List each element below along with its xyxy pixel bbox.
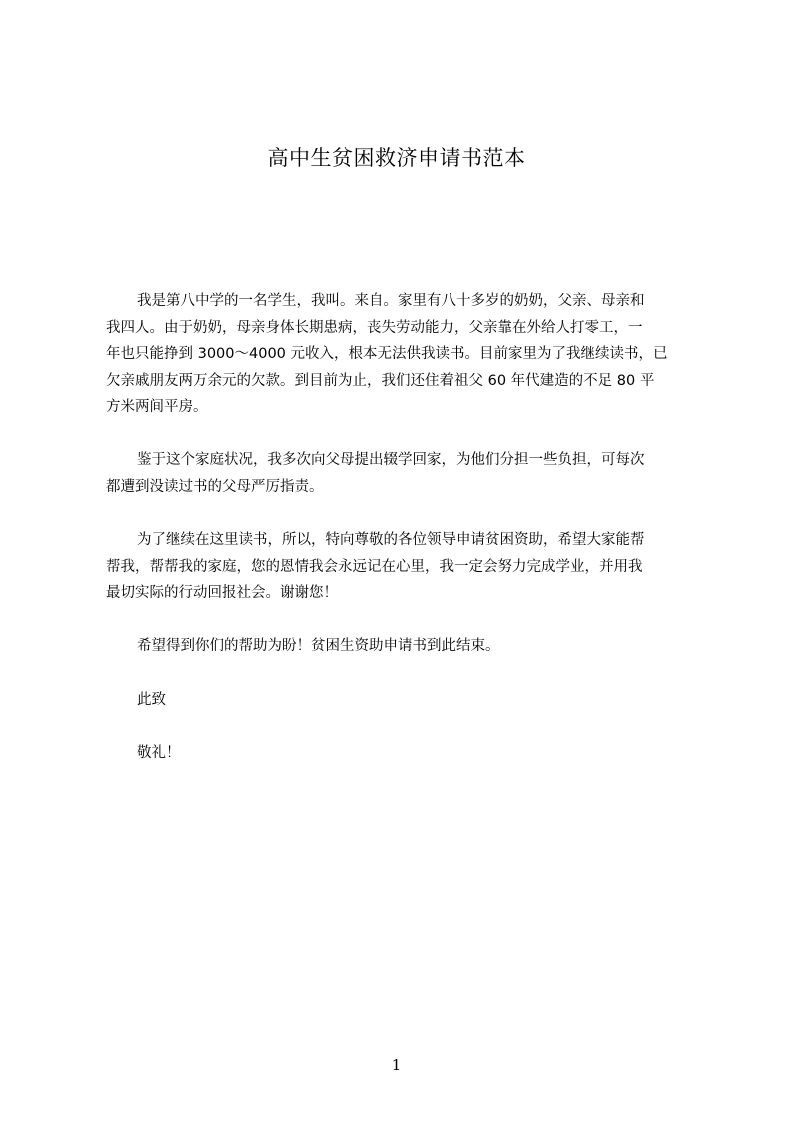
paragraph-line: 都遭到没读过书的父母严厉指责。 bbox=[106, 478, 324, 495]
paragraph-intro bbox=[106, 288, 698, 421]
paragraph-line: 年也只能挣到 3000～4000 元收入，根本无法供我读书。目前家里为了我继续读书，已 bbox=[106, 346, 668, 362]
paragraph-closing bbox=[106, 633, 698, 660]
paragraph-situation bbox=[106, 447, 698, 500]
paragraph-line: 为了继续在这里读书，所以，特向尊敬的各位领导申请贫困资助，希望大家能帮 bbox=[137, 532, 645, 548]
paragraph-line: 欠亲戚朋友两万余元的欠款。到目前为止，我们还住着祖父 60 年代建造的不足 80 平 bbox=[106, 372, 655, 389]
page-number: 1 bbox=[391, 1056, 402, 1074]
paragraph-line: 此致 bbox=[137, 692, 166, 708]
paragraph-request bbox=[106, 527, 698, 607]
salutation-cizhi bbox=[106, 687, 698, 714]
paragraph-line: 我四人。由于奶奶，母亲身体长期患病，丧失劳动能力，父亲靠在外给人打零工，一 bbox=[106, 319, 643, 336]
paragraph-line: 方米两间平房。 bbox=[106, 399, 208, 415]
paragraph-line: 鉴于这个家庭状况，我多次向父母提出辍学回家，为他们分担一些负担，可每次 bbox=[137, 452, 645, 468]
paragraph-line: 希望得到你们的帮助为盼！贫困生资助申请书到此结束。 bbox=[137, 638, 500, 654]
paragraph-line: 帮我，帮帮我的家庭，您的恩情我会永远记在心里，我一定会努力完成学业，并用我 bbox=[106, 558, 643, 575]
paragraph-line: 敬礼！ bbox=[137, 745, 181, 761]
salutation-jingli bbox=[106, 740, 698, 767]
paragraph-line: 最切实际的行动回报社会。谢谢您！ bbox=[106, 585, 338, 601]
paragraph-line: 我是第八中学的一名学生，我叫。来自。家里有八十多岁的奶奶，父亲、母亲和 bbox=[137, 293, 645, 309]
page-title: 高中生贫困救济申请书范本 bbox=[267, 146, 526, 170]
